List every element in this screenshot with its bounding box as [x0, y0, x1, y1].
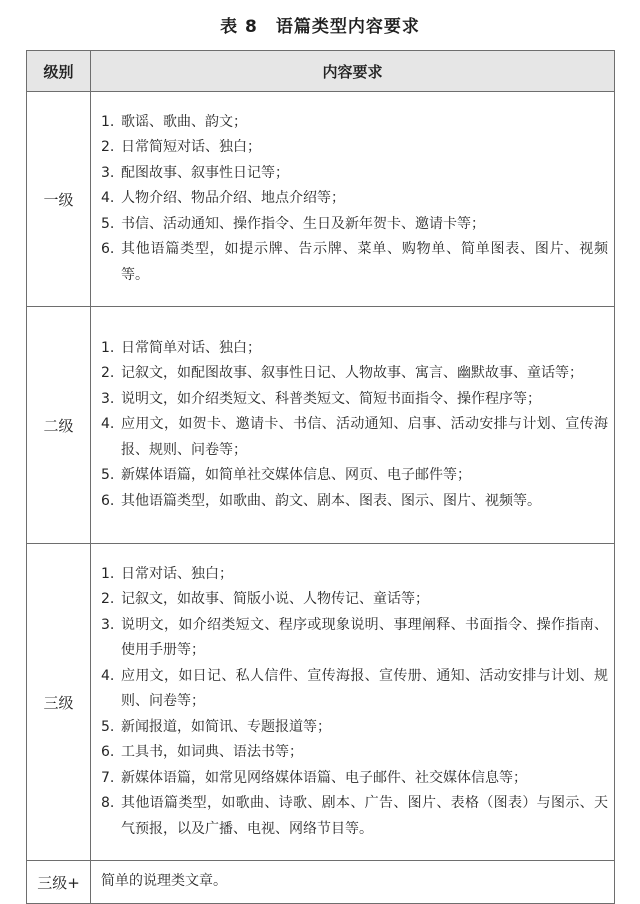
list-item [101, 212, 608, 238]
list-item [101, 562, 608, 588]
item-text: 其他语篇类型，如歌曲、诗歌、剧本、广告、图片、表格（图表）与图示、天气预报，以及广播、电视、网络节目等。 [121, 795, 608, 837]
table-title [0, 12, 640, 37]
header-level: 级别 [27, 51, 91, 92]
list-item [101, 161, 608, 187]
level-cell: 二级 [27, 307, 91, 544]
item-number: 2. [101, 591, 115, 608]
item-text: 记叙文，如配图故事、叙事性日记、人物故事、寓言、幽默故事、童话等； [121, 365, 583, 382]
item-text: 其他语篇类型，如歌曲、韵文、剧本、图表、图示、图片、视频等。 [121, 492, 541, 509]
item-number: 5. [101, 467, 115, 484]
item-number: 3. [101, 616, 115, 633]
list-item [101, 740, 608, 766]
item-number: 1. [101, 565, 115, 582]
table-title-text: 语篇类型内容要求 [275, 17, 420, 37]
item-text: 说明文，如介绍类短文、程序或现象说明、事理阐释、书面指令、操作指南、使用手册等； [121, 616, 608, 659]
list-item [101, 587, 608, 613]
item-number: 3. [101, 164, 115, 181]
item-number: 4. [101, 190, 115, 207]
item-number: 1. [101, 339, 115, 356]
table-row [27, 92, 615, 307]
content-requirements-table [26, 50, 615, 904]
item-number: 6. [101, 492, 115, 509]
item-number: 5. [101, 215, 115, 232]
content-cell [91, 307, 615, 544]
table-row [27, 544, 615, 861]
level-cell: 一级 [27, 92, 91, 307]
item-text: 日常对话、独白； [121, 565, 233, 582]
item-text: 新闻报道，如简讯、专题报道等； [121, 718, 331, 735]
content-cell [91, 861, 615, 904]
table-row [27, 307, 615, 544]
item-text: 配图故事、叙事性日记等； [121, 164, 289, 181]
list-item [101, 237, 608, 288]
item-number: 2. [101, 365, 115, 382]
level-cell: 三级 [27, 544, 91, 861]
item-number: 6. [101, 744, 115, 761]
item-text: 应用文，如日记、私人信件、宣传海报、宣传册、通知、活动安排与计划、规则、问卷等； [121, 667, 608, 710]
item-text: 应用文，如贺卡、邀请卡、书信、活动通知、启事、活动安排与计划、宣传海报、规则、问卷等； [121, 416, 608, 458]
content-cell [91, 92, 615, 307]
list-item [101, 336, 608, 362]
item-text: 记叙文，如故事、简版小说、人物传记、童话等； [121, 591, 429, 608]
item-text: 歌谣、歌曲、韵文； [121, 113, 247, 130]
item-text: 简单的说理类文章。 [101, 873, 227, 890]
item-number: 6. [101, 241, 115, 258]
item-text: 其他语篇类型，如提示牌、告示牌、菜单、购物单、简单图表、图片、视频等。 [121, 241, 608, 283]
item-text: 新媒体语篇，如常见网络媒体语篇、电子邮件、社交媒体信息等； [121, 769, 527, 786]
header-content: 内容要求 [91, 51, 615, 92]
item-number: 3. [101, 390, 115, 407]
list-item [101, 766, 608, 792]
item-text: 工具书，如词典、语法书等； [121, 744, 303, 761]
list-item [101, 186, 608, 212]
item-text: 新媒体语篇，如简单社交媒体信息、网页、电子邮件等； [121, 467, 471, 484]
item-text: 人物介绍、物品介绍、地点介绍等； [121, 190, 345, 207]
item-text: 书信、活动通知、操作指令、生日及新年贺卡、邀请卡等； [121, 215, 485, 232]
list-item [101, 361, 608, 387]
item-text: 说明文，如介绍类短文、科普类短文、简短书面指令、操作程序等； [121, 390, 541, 407]
table-number: 表 8 [220, 17, 258, 37]
list-item [101, 613, 608, 664]
header-row [27, 51, 615, 92]
content-cell [91, 544, 615, 861]
table-row [27, 861, 615, 904]
level-cell: 三级+ [27, 861, 91, 904]
list-item [101, 715, 608, 741]
item-number: 1. [101, 113, 115, 130]
list-item [101, 135, 608, 161]
list-item [101, 412, 608, 463]
item-text: 日常简单对话、独白； [121, 339, 261, 356]
item-number: 4. [101, 416, 115, 433]
item-number: 7. [101, 769, 115, 786]
list-item [101, 791, 608, 842]
item-number: 8. [101, 795, 115, 812]
list-item [101, 664, 608, 715]
list-item [101, 387, 608, 413]
item-number: 4. [101, 667, 115, 684]
list-item [101, 463, 608, 489]
item-number: 5. [101, 718, 115, 735]
list-item [101, 110, 608, 136]
item-number: 2. [101, 139, 115, 156]
list-item [101, 489, 608, 515]
item-text: 日常简短对话、独白； [121, 139, 261, 156]
list-item [101, 869, 608, 895]
